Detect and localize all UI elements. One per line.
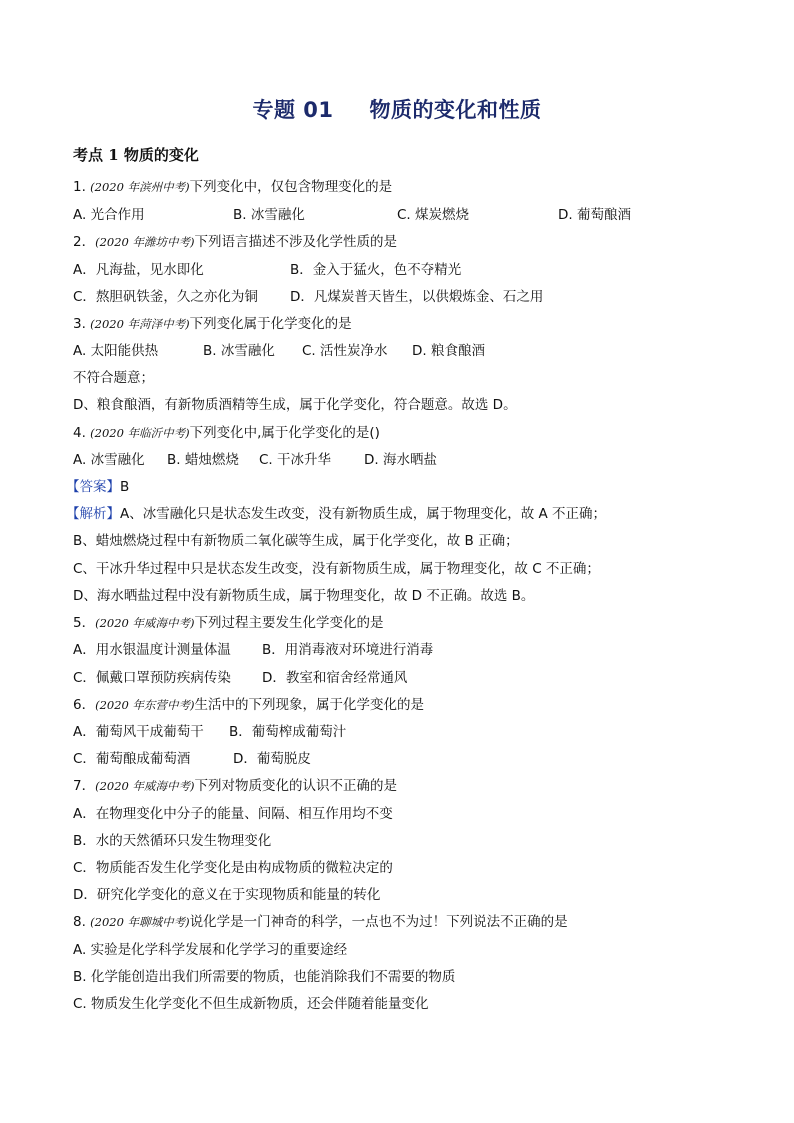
q4-option-c: C. 干冰升华 bbox=[259, 452, 332, 468]
q6-option-d: D．葡萄脱皮 bbox=[233, 751, 311, 767]
question-text: 下列变化中,属于化学变化的是() bbox=[189, 425, 380, 441]
q7-option-b: B．水的天然循环只发生物理变化 bbox=[73, 833, 272, 849]
q1-option-c: C. 煤炭燃烧 bbox=[397, 207, 470, 223]
question-number: 5． bbox=[73, 615, 96, 631]
q2-option-a: A．凡海盐，见水即化 bbox=[73, 262, 204, 278]
q5-option-d: D．教室和宿舍经常通风 bbox=[262, 670, 408, 686]
question-number: 6． bbox=[73, 697, 96, 713]
question-number: 2． bbox=[73, 234, 96, 250]
question-number: 4. bbox=[73, 425, 91, 441]
analysis-text: A、冰雪融化只是状态发生改变，没有新物质生成，属于物理变化，故 A 不正确； bbox=[120, 506, 607, 522]
analysis-line-1 bbox=[66, 505, 606, 523]
question-text: 下列语言描述不涉及化学性质的是 bbox=[194, 234, 397, 250]
question-text: 下列变化中，仅包含物理变化的是 bbox=[189, 179, 393, 195]
question-source: (2020 年东营中考) bbox=[95, 698, 195, 712]
title-topic-number: 专题 01 bbox=[252, 98, 334, 122]
q7-option-a: A．在物理变化中分子的能量、间隔、相互作用均不变 bbox=[73, 806, 393, 822]
question-number: 3. bbox=[73, 316, 91, 332]
q2-option-c: C．熬胆矾铁釜，久之亦化为铜 bbox=[73, 289, 258, 305]
question-text: 生活中的下列现象，属于化学变化的是 bbox=[194, 697, 424, 713]
q3-explanation: D、粮食酿酒，有新物质酒精等生成，属于化学变化，符合题意。故选 D。 bbox=[73, 397, 517, 413]
question-4 bbox=[73, 424, 380, 442]
q6-option-b: B．葡萄榨成葡萄汁 bbox=[229, 724, 347, 740]
q8-option-a: A. 实验是化学科学发展和化学学习的重要途经 bbox=[73, 942, 348, 958]
question-source: (2020 年威海中考) bbox=[95, 779, 195, 793]
analysis-line-2: B、蜡烛燃烧过程中有新物质二氧化碳等生成，属于化学变化，故 B 正确； bbox=[73, 533, 519, 549]
question-source: (2020 年临沂中考) bbox=[90, 426, 190, 440]
q7-option-c: C．物质能否发生化学变化是由构成物质的微粒决定的 bbox=[73, 860, 393, 876]
question-source: (2020 年潍坊中考) bbox=[95, 235, 195, 249]
answer-line bbox=[66, 478, 129, 496]
q6-option-c: C．葡萄酿成葡萄酒 bbox=[73, 751, 191, 767]
q2-option-d: D．凡煤炭普天皆生，以供煅炼金、石之用 bbox=[290, 289, 544, 305]
question-source: (2020 年滨州中考) bbox=[90, 180, 190, 194]
analysis-label: 【解析】 bbox=[66, 506, 120, 522]
q3-option-a: A. 太阳能供热 bbox=[73, 343, 159, 359]
question-source: (2020 年聊城中考) bbox=[90, 915, 190, 929]
q6-option-a: A．葡萄风干成葡萄干 bbox=[73, 724, 204, 740]
section-heading: 考点 1 物质的变化 bbox=[73, 146, 199, 164]
q4-option-b: B. 蜡烛燃烧 bbox=[167, 452, 239, 468]
q3-option-c: C. 活性炭净水 bbox=[302, 343, 388, 359]
q7-option-d: D．研究化学变化的意义在于实现物质和能量的转化 bbox=[73, 887, 381, 903]
analysis-line-4: D、海水晒盐过程中没有新物质生成，属于物理变化，故 D 不正确。故选 B。 bbox=[73, 588, 535, 604]
title-topic-name: 物质的变化和性质 bbox=[369, 98, 542, 122]
q1-option-d: D. 葡萄酿酒 bbox=[558, 207, 631, 223]
question-3 bbox=[73, 315, 352, 333]
question-2 bbox=[73, 233, 397, 251]
q2-option-b: B．金入于猛火，色不夺精光 bbox=[290, 262, 462, 278]
q5-option-c: C．佩戴口罩预防疾病传染 bbox=[73, 670, 231, 686]
q5-option-a: A．用水银温度计测量体温 bbox=[73, 642, 231, 658]
q4-option-a: A. 冰雪融化 bbox=[73, 452, 145, 468]
question-number: 7． bbox=[73, 778, 96, 794]
question-1 bbox=[73, 178, 392, 196]
q3-note: 不符合题意； bbox=[73, 370, 154, 386]
q8-option-c: C. 物质发生化学变化不但生成新物质，还会伴随着能量变化 bbox=[73, 996, 429, 1012]
question-text: 说化学是一门神奇的科学，一点也不为过！下列说法不正确的是 bbox=[189, 914, 568, 930]
question-7 bbox=[73, 777, 397, 795]
q3-option-d: D. 粮食酿酒 bbox=[412, 343, 485, 359]
question-text: 下列对物质变化的认识不正确的是 bbox=[194, 778, 397, 794]
question-number: 1. bbox=[73, 179, 91, 195]
question-source: (2020 年威海中考) bbox=[95, 616, 195, 630]
question-source: (2020 年菏泽中考) bbox=[90, 317, 190, 331]
q1-option-a: A. 光合作用 bbox=[73, 207, 145, 223]
answer-value: B bbox=[120, 479, 130, 495]
q3-option-b: B. 冰雪融化 bbox=[203, 343, 275, 359]
question-5 bbox=[73, 614, 384, 632]
answer-label: 【答案】 bbox=[66, 479, 120, 495]
question-text: 下列变化属于化学变化的是 bbox=[189, 316, 352, 332]
q5-option-b: B．用消毒液对环境进行消毒 bbox=[262, 642, 434, 658]
q4-option-d: D. 海水晒盐 bbox=[364, 452, 437, 468]
q1-option-b: B. 冰雪融化 bbox=[233, 207, 305, 223]
question-text: 下列过程主要发生化学变化的是 bbox=[194, 615, 384, 631]
question-6 bbox=[73, 696, 424, 714]
question-8 bbox=[73, 913, 568, 931]
q8-option-b: B. 化学能创造出我们所需要的物质，也能消除我们不需要的物质 bbox=[73, 969, 456, 985]
question-number: 8. bbox=[73, 914, 91, 930]
page-title bbox=[0, 94, 794, 124]
analysis-line-3: C、干冰升华过程中只是状态发生改变，没有新物质生成，属于物理变化，故 C 不正确； bbox=[73, 561, 600, 577]
